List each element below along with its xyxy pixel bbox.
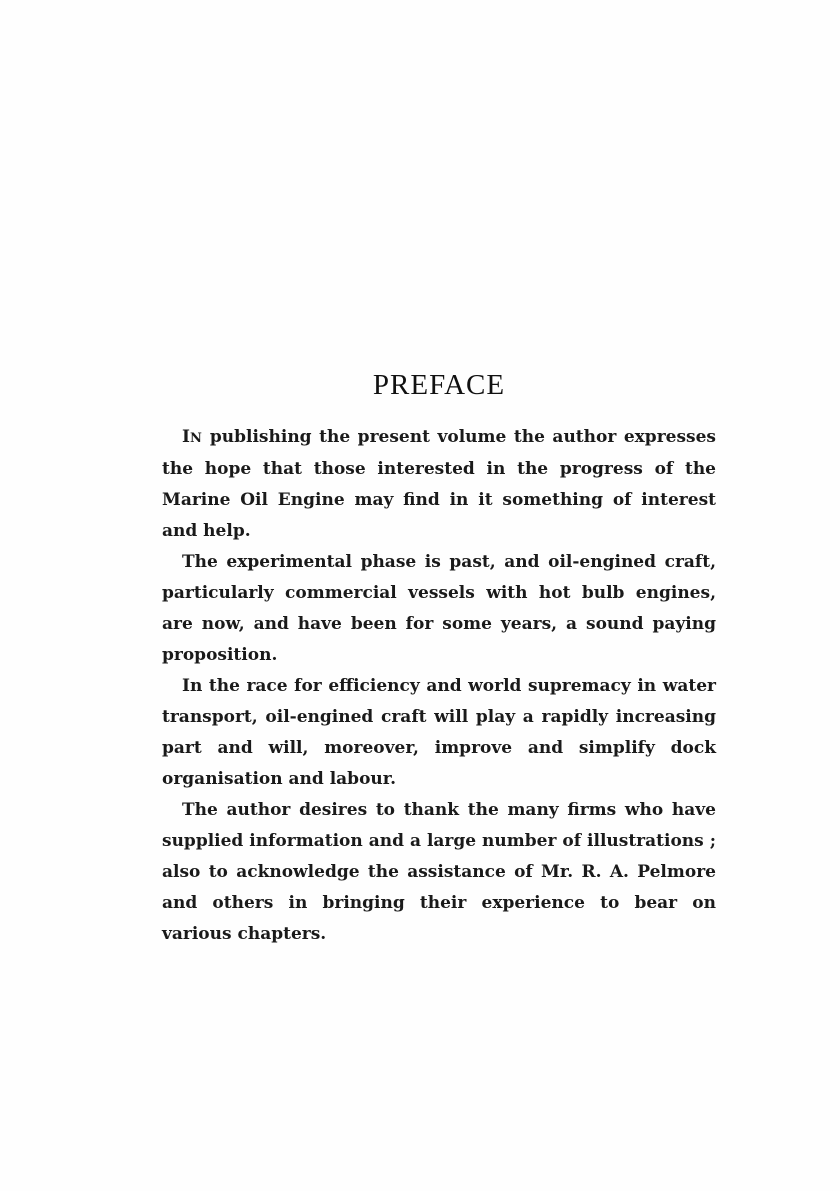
dropcap-letter: I: [182, 427, 190, 447]
paragraph-4: The author desires to thank the many firms who have supplied information and a large number of illustrations ; also to acknowledge the assistance of Mr. R. A. Pelmore and others in bringing their experience to bear on various chapters.: [162, 800, 716, 944]
preface-section: [162, 368, 716, 950]
paragraph-1: [162, 422, 716, 547]
smallcap-letter: N: [189, 431, 203, 446]
paragraph-1-text: publishing the present volume the author expresses the hope that those interested in the progress of the Marine Oil Engine may find in it something of interest and help.: [162, 427, 716, 541]
page-title: PREFACE: [372, 369, 506, 401]
paragraph-2: The experimental phase is past, and oil-engined craft, particularly commercial vessels with hot bulb engines, are now, and have been for some years, a sound paying proposition.: [162, 552, 716, 665]
paragraph-3: In the race for efficiency and world supremacy in water transport, oil-engined craft will play a rapidly increasing part and will, moreover, improve and simplify dock organisation and labour.: [162, 676, 716, 789]
